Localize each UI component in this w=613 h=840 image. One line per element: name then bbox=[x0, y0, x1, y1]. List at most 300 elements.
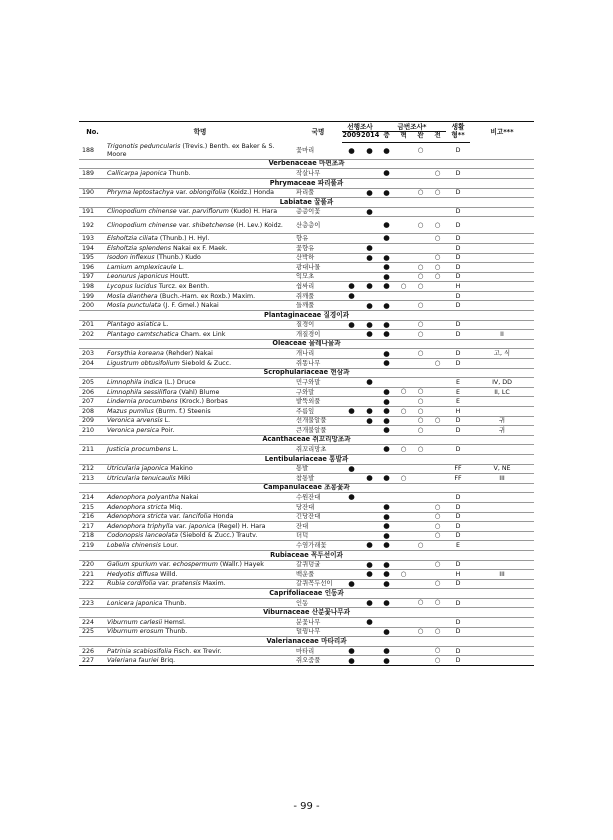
scientific-name bbox=[106, 397, 294, 407]
mark-survey-1: ● bbox=[383, 655, 390, 665]
species-number: 219 bbox=[82, 542, 95, 550]
remarks bbox=[470, 502, 534, 512]
scientific-name bbox=[106, 598, 294, 608]
mark-2014: ● bbox=[366, 188, 373, 197]
species-row bbox=[79, 330, 534, 340]
mark-2009 bbox=[342, 217, 361, 234]
mark-survey-2 bbox=[395, 263, 412, 273]
species-number: 197 bbox=[82, 273, 95, 281]
mark-2014 bbox=[361, 397, 378, 407]
mark-survey-1: ● bbox=[383, 387, 390, 396]
mark-survey-3: ○ bbox=[417, 188, 424, 197]
mark-2014: ● bbox=[366, 540, 373, 550]
remarks: V, NE bbox=[493, 465, 511, 473]
mark-survey-1: ● bbox=[383, 444, 390, 454]
species-row bbox=[79, 142, 534, 159]
korean-name: 층층이꽃 bbox=[296, 208, 321, 216]
korean-name: 작살나무 bbox=[296, 170, 321, 178]
scientific-name bbox=[106, 426, 294, 436]
life-form: D bbox=[455, 189, 461, 197]
korean-name: 쥐꼬리망초 bbox=[296, 446, 327, 454]
mark-survey-4: ○ bbox=[434, 253, 441, 262]
life-form: H bbox=[455, 283, 461, 291]
mark-survey-3: ○ bbox=[417, 540, 424, 549]
scientific-name-author-part: (Koidz.) Honda bbox=[225, 189, 274, 197]
remarks bbox=[470, 263, 534, 273]
remarks: 고, 식 bbox=[493, 350, 511, 358]
family-name: Caprifoliaceae 인동과 bbox=[269, 588, 344, 597]
remarks bbox=[470, 627, 534, 637]
header-year-2009: 2009 bbox=[342, 132, 361, 142]
scientific-name-author-part: (Kudo) H. Hara bbox=[228, 208, 278, 216]
scientific-name-italic-part: Callicarpa japonica bbox=[107, 170, 167, 178]
life-form: H bbox=[455, 570, 461, 578]
mark-2009 bbox=[342, 169, 361, 179]
species-row bbox=[79, 579, 534, 589]
korean-name: 참통발 bbox=[296, 474, 315, 482]
mark-survey-2 bbox=[395, 579, 412, 589]
mark-survey-1: ● bbox=[383, 300, 390, 310]
mark-2009 bbox=[342, 397, 361, 407]
mark-2014 bbox=[361, 493, 378, 503]
mark-survey-3: ○ bbox=[417, 301, 424, 310]
mark-survey-3: ○ bbox=[417, 444, 424, 453]
scientific-name bbox=[106, 627, 294, 637]
mark-survey-3 bbox=[412, 522, 429, 532]
korean-name: 쥐똥나무 bbox=[296, 359, 321, 367]
mark-survey-1: ● bbox=[383, 473, 390, 483]
species-number: 193 bbox=[82, 235, 95, 243]
scientific-name-author-part: Miq. bbox=[167, 503, 183, 511]
mark-survey-1 bbox=[378, 378, 395, 388]
family-name: Phrymaceae 파리풀과 bbox=[269, 178, 344, 187]
mark-survey-2 bbox=[395, 320, 412, 330]
family-row bbox=[79, 339, 534, 349]
family-row bbox=[79, 550, 534, 560]
mark-2009 bbox=[342, 253, 361, 263]
family-row bbox=[79, 178, 534, 188]
mark-survey-2 bbox=[395, 627, 412, 637]
scientific-name bbox=[106, 349, 294, 359]
mark-survey-2 bbox=[395, 234, 412, 244]
scientific-name-italic-part: Justicia procumbens bbox=[107, 446, 171, 454]
scientific-name bbox=[106, 263, 294, 273]
scientific-name-author-part: (Vahl) Blume bbox=[176, 388, 220, 396]
mark-survey-3 bbox=[412, 169, 429, 179]
header-life-form-top: 생활 bbox=[446, 122, 470, 132]
mark-2009 bbox=[342, 426, 361, 436]
species-row bbox=[79, 234, 534, 244]
header-current-survey: 금번조사* bbox=[378, 122, 446, 132]
header-scientific-name: 학명 bbox=[106, 122, 294, 143]
korean-name: 주름잎 bbox=[296, 407, 315, 415]
species-row bbox=[79, 188, 534, 198]
remarks: 귀 bbox=[498, 417, 506, 425]
life-form: D bbox=[455, 532, 461, 540]
species-number: 194 bbox=[82, 244, 95, 252]
page-number: - 99 - bbox=[293, 801, 320, 812]
scientific-name-italic-part: shibetchense bbox=[192, 221, 235, 229]
species-number: 190 bbox=[82, 189, 95, 197]
mark-survey-4 bbox=[429, 474, 446, 484]
scientific-name-author-part: (Burm. f.) Steenis bbox=[153, 407, 211, 415]
remarks bbox=[470, 234, 534, 244]
mark-survey-3: ○ bbox=[417, 349, 424, 358]
scientific-name bbox=[106, 320, 294, 330]
korean-name: 수염가래꽃 bbox=[296, 542, 327, 550]
mark-2009: ● bbox=[348, 579, 355, 588]
life-form: FF bbox=[454, 474, 462, 482]
life-form: D bbox=[455, 244, 461, 252]
mark-2014: ● bbox=[366, 416, 373, 425]
mark-2014 bbox=[361, 169, 378, 179]
scientific-name-author-part: var. bbox=[157, 561, 173, 569]
family-row bbox=[79, 589, 534, 599]
mark-survey-3: ○ bbox=[417, 627, 424, 636]
scientific-name-italic-part: Adenophora polyantha bbox=[107, 494, 179, 502]
mark-2014: ● bbox=[366, 207, 373, 216]
scientific-name-italic-part: oblongifolia bbox=[189, 189, 226, 197]
species-row bbox=[79, 207, 534, 217]
mark-survey-1: ● bbox=[383, 646, 390, 655]
scientific-name-italic-part: Mosla dianthera bbox=[107, 292, 158, 300]
header-year-2014: 2014 bbox=[361, 132, 378, 142]
mark-survey-2 bbox=[395, 272, 412, 282]
life-form: D bbox=[455, 263, 461, 271]
scientific-name bbox=[106, 656, 294, 666]
mark-survey-1: ● bbox=[383, 598, 390, 607]
scientific-name bbox=[106, 217, 294, 234]
mark-2014 bbox=[361, 627, 378, 637]
scientific-name bbox=[106, 474, 294, 484]
korean-name: 산층층이 bbox=[296, 221, 321, 229]
species-row bbox=[79, 320, 534, 330]
korean-name: 민구와말 bbox=[296, 378, 321, 386]
mark-2009: ● bbox=[348, 281, 355, 291]
species-row bbox=[79, 598, 534, 608]
scientific-name-italic-part: Veronica persica bbox=[107, 426, 160, 434]
mark-survey-4 bbox=[429, 493, 446, 503]
mark-survey-4: ○ bbox=[434, 502, 441, 511]
mark-2009 bbox=[342, 387, 361, 397]
mark-2014: ● bbox=[366, 406, 373, 416]
scientific-name-italic-part: Lycopus lucidus bbox=[107, 283, 157, 291]
scientific-name-italic-part: Veronica arvensis bbox=[107, 417, 163, 425]
scientific-name bbox=[106, 359, 294, 369]
mark-survey-1 bbox=[378, 493, 395, 503]
scientific-name-author-part: var. bbox=[156, 580, 172, 588]
scientific-name-author-part: (L.) Druce bbox=[162, 378, 196, 386]
mark-survey-1: ● bbox=[383, 406, 390, 416]
korean-name: 통발 bbox=[296, 465, 309, 473]
scientific-name bbox=[106, 330, 294, 340]
species-number: 207 bbox=[82, 398, 95, 406]
remarks bbox=[470, 407, 534, 417]
scientific-name-author-part: Fisch. ex Trevir. bbox=[171, 647, 222, 655]
scientific-name-italic-part: Limnophila indica bbox=[107, 378, 163, 386]
scientific-name-italic-part: Mosla punctulata bbox=[107, 302, 162, 310]
scientific-name bbox=[106, 512, 294, 522]
scientific-name-italic-part: Codonopsis lanceolata bbox=[107, 532, 178, 540]
mark-survey-1: ● bbox=[383, 627, 390, 636]
family-name: Viburnaceae 산분꽃나무과 bbox=[263, 608, 350, 617]
species-number: 225 bbox=[82, 628, 95, 636]
scientific-name-italic-part: Utricularia japonica bbox=[107, 465, 169, 473]
mark-2014 bbox=[361, 512, 378, 522]
mark-2009: ● bbox=[348, 320, 355, 329]
mark-survey-2 bbox=[395, 618, 412, 628]
life-form: D bbox=[455, 273, 461, 281]
species-row bbox=[79, 522, 534, 532]
species-row bbox=[79, 291, 534, 301]
mark-2014: ● bbox=[366, 560, 373, 569]
mark-survey-3 bbox=[412, 493, 429, 503]
species-number: 224 bbox=[82, 618, 95, 626]
mark-survey-1: ● bbox=[383, 348, 390, 358]
scientific-name-italic-part: Clinopodium chinense bbox=[107, 208, 177, 216]
mark-survey-1: ● bbox=[383, 168, 390, 178]
species-row bbox=[79, 243, 534, 253]
species-row bbox=[79, 464, 534, 474]
life-form: D bbox=[455, 321, 461, 329]
korean-name: 파리풀 bbox=[296, 189, 315, 197]
scientific-name-author-part: var. bbox=[173, 189, 190, 197]
mark-survey-2 bbox=[395, 349, 412, 359]
mark-survey-2 bbox=[395, 512, 412, 522]
species-row bbox=[79, 627, 534, 637]
scientific-name-italic-part: Elsholtzia ciliata bbox=[107, 235, 158, 243]
mark-2014 bbox=[361, 359, 378, 369]
mark-survey-2 bbox=[395, 217, 412, 234]
mark-survey-3: ○ bbox=[417, 416, 424, 425]
mark-survey-4 bbox=[429, 291, 446, 301]
korean-name: 쥐오줌풀 bbox=[296, 657, 321, 665]
scientific-name-author-part: Lour. bbox=[160, 542, 179, 550]
scientific-name bbox=[106, 560, 294, 570]
scientific-name-author-part: Thunb. bbox=[166, 170, 191, 178]
life-form: D bbox=[455, 494, 461, 502]
species-number: 210 bbox=[82, 426, 95, 434]
scientific-name-author-part: (Rehder) Nakai bbox=[163, 350, 213, 358]
species-number: 202 bbox=[82, 331, 95, 339]
scientific-name-italic-part: Adenophora stricta bbox=[107, 503, 168, 511]
mark-survey-2 bbox=[395, 253, 412, 263]
mark-survey-3: ○ bbox=[417, 262, 424, 271]
scientific-name-italic-part: pratensis bbox=[171, 580, 201, 588]
mark-survey-2 bbox=[395, 531, 412, 541]
mark-2009 bbox=[342, 416, 361, 426]
mark-2014 bbox=[361, 579, 378, 589]
mark-survey-3: ○ bbox=[417, 387, 424, 396]
mark-survey-1: ● bbox=[383, 502, 390, 512]
mark-survey-2 bbox=[395, 656, 412, 666]
mark-survey-4: ○ bbox=[434, 598, 441, 607]
korean-name: 긴당잔대 bbox=[296, 513, 321, 521]
mark-2009 bbox=[342, 445, 361, 455]
remarks bbox=[470, 656, 534, 666]
mark-survey-3: ○ bbox=[417, 281, 424, 290]
mark-survey-4: ○ bbox=[434, 579, 441, 588]
species-row bbox=[79, 282, 534, 292]
scientific-name bbox=[106, 301, 294, 311]
remarks bbox=[470, 579, 534, 589]
species-number: 218 bbox=[82, 532, 95, 540]
species-row bbox=[79, 512, 534, 522]
mark-survey-3: ○ bbox=[417, 146, 424, 155]
mark-2009 bbox=[342, 522, 361, 532]
mark-survey-3: ○ bbox=[417, 397, 424, 406]
species-row bbox=[79, 560, 534, 570]
species-number: 192 bbox=[82, 221, 95, 229]
mark-survey-2 bbox=[395, 378, 412, 388]
mark-survey-2 bbox=[395, 330, 412, 340]
scientific-name-author-part: var. bbox=[173, 522, 189, 530]
korean-name: 쥐깨풀 bbox=[296, 292, 315, 300]
remarks bbox=[470, 291, 534, 301]
remarks bbox=[470, 531, 534, 541]
mark-survey-4 bbox=[429, 397, 446, 407]
mark-2014 bbox=[361, 646, 378, 656]
mark-survey-4: ○ bbox=[434, 521, 441, 530]
scientific-name-author-part: Turcz. ex Benth. bbox=[156, 283, 210, 291]
mark-survey-2 bbox=[395, 142, 412, 159]
scientific-name-author-part: Nakai bbox=[178, 494, 199, 502]
life-form: D bbox=[455, 359, 461, 367]
mark-survey-4 bbox=[429, 349, 446, 359]
life-form: D bbox=[455, 446, 461, 454]
mark-survey-1: ● bbox=[383, 416, 390, 425]
header-col-4: 전 bbox=[429, 132, 446, 142]
scientific-name-author-part: Nakai ex F. Maek. bbox=[171, 244, 228, 252]
scientific-name-italic-part: Ligustrum obtusifolium bbox=[107, 359, 180, 367]
scientific-name bbox=[106, 169, 294, 179]
mark-survey-1: ● bbox=[383, 329, 390, 339]
mark-survey-3 bbox=[412, 502, 429, 512]
scientific-name-italic-part: Clinopodium chinense bbox=[107, 221, 177, 229]
species-row bbox=[79, 301, 534, 311]
mark-2009 bbox=[342, 188, 361, 198]
mark-2014: ● bbox=[366, 145, 373, 155]
mark-2014 bbox=[361, 464, 378, 474]
mark-survey-1 bbox=[378, 207, 395, 217]
species-number: 189 bbox=[82, 170, 95, 178]
mark-2009 bbox=[342, 330, 361, 340]
mark-survey-2 bbox=[395, 502, 412, 512]
mark-2014 bbox=[361, 234, 378, 244]
scientific-name bbox=[106, 253, 294, 263]
mark-2014: ● bbox=[366, 243, 373, 252]
mark-survey-4: ○ bbox=[434, 627, 441, 636]
mark-survey-2 bbox=[395, 598, 412, 608]
scientific-name-author-part: var. bbox=[167, 513, 183, 521]
family-row bbox=[79, 311, 534, 321]
mark-survey-3 bbox=[412, 579, 429, 589]
life-form: D bbox=[455, 599, 461, 607]
korean-name: 잔대 bbox=[296, 522, 309, 530]
mark-survey-4: ○ bbox=[434, 272, 441, 281]
remarks bbox=[470, 541, 534, 551]
header-col-3: 완 bbox=[412, 132, 429, 142]
mark-survey-1: ● bbox=[383, 531, 390, 540]
family-row bbox=[79, 637, 534, 647]
scientific-name-author-part: (H. Lev.) Koidz. bbox=[234, 221, 283, 229]
header-life-form-bottom: 형** bbox=[446, 132, 470, 142]
life-form: E bbox=[456, 542, 460, 550]
mark-2009 bbox=[342, 560, 361, 570]
life-form: E bbox=[456, 378, 460, 386]
species-number: 217 bbox=[82, 522, 95, 530]
mark-survey-4: ○ bbox=[434, 168, 441, 177]
mark-survey-1: ● bbox=[383, 262, 390, 272]
family-name: Rubiaceae 꼭두선이과 bbox=[270, 550, 343, 559]
life-form: D bbox=[455, 513, 461, 521]
life-form: D bbox=[455, 426, 461, 434]
life-form: FF bbox=[454, 465, 462, 473]
mark-survey-4: ○ bbox=[434, 188, 441, 197]
remarks bbox=[470, 397, 534, 407]
family-name: Valerianaceae 마타리과 bbox=[266, 636, 347, 645]
family-row bbox=[79, 159, 534, 169]
mark-2009: ● bbox=[348, 291, 355, 300]
scientific-name-italic-part: Lindernia procumbens bbox=[107, 398, 178, 406]
family-name: Oleaceae 물레나물과 bbox=[272, 339, 341, 348]
mark-survey-4 bbox=[429, 445, 446, 455]
species-row bbox=[79, 253, 534, 263]
scientific-name-author-part: (Thunb.) Kudo bbox=[154, 254, 201, 262]
mark-survey-3: ○ bbox=[417, 272, 424, 281]
mark-2014 bbox=[361, 387, 378, 397]
table-header bbox=[79, 122, 534, 143]
scientific-name-author-part: Houtt. bbox=[168, 273, 190, 281]
scientific-name-italic-part: Isodon inflexus bbox=[107, 254, 155, 262]
mark-2014: ● bbox=[366, 377, 373, 387]
mark-survey-2 bbox=[395, 560, 412, 570]
life-form: D bbox=[455, 522, 461, 530]
mark-2014: ● bbox=[366, 253, 373, 262]
mark-2009 bbox=[342, 234, 361, 244]
life-form: D bbox=[455, 302, 461, 310]
mark-2009 bbox=[342, 531, 361, 541]
mark-survey-4 bbox=[429, 330, 446, 340]
mark-survey-3 bbox=[412, 560, 429, 570]
mark-survey-1: ● bbox=[383, 281, 390, 291]
scientific-name bbox=[106, 291, 294, 301]
remarks bbox=[470, 272, 534, 282]
species-row bbox=[79, 407, 534, 417]
family-name: Verbenaceae 마편초과 bbox=[268, 159, 345, 168]
species-row bbox=[79, 349, 534, 359]
mark-survey-4: ○ bbox=[434, 358, 441, 367]
species-number: 215 bbox=[82, 503, 95, 511]
scientific-name-author-part: Poir. bbox=[159, 426, 175, 434]
scientific-name-italic-part: Utricularia tenuicaulis bbox=[107, 474, 176, 482]
mark-survey-2 bbox=[395, 169, 412, 179]
korean-name: 갈퀴덩굴 bbox=[296, 561, 321, 569]
remarks bbox=[470, 188, 534, 198]
species-number: 223 bbox=[82, 599, 95, 607]
mark-2014: ● bbox=[366, 473, 373, 483]
korean-name: 광대나물 bbox=[296, 263, 321, 271]
life-form: D bbox=[455, 628, 461, 636]
korean-name: 밭뚝외풀 bbox=[296, 398, 321, 406]
scientific-name-author-part: Willd. bbox=[158, 570, 178, 578]
scientific-name bbox=[106, 493, 294, 503]
mark-survey-3 bbox=[412, 656, 429, 666]
scientific-name-author-part: var. bbox=[176, 208, 193, 216]
scientific-name-author-part: (Trevis.) Benth. ex Baker & S. Moore bbox=[107, 143, 275, 158]
mark-2009 bbox=[342, 349, 361, 359]
mark-2014 bbox=[361, 522, 378, 532]
